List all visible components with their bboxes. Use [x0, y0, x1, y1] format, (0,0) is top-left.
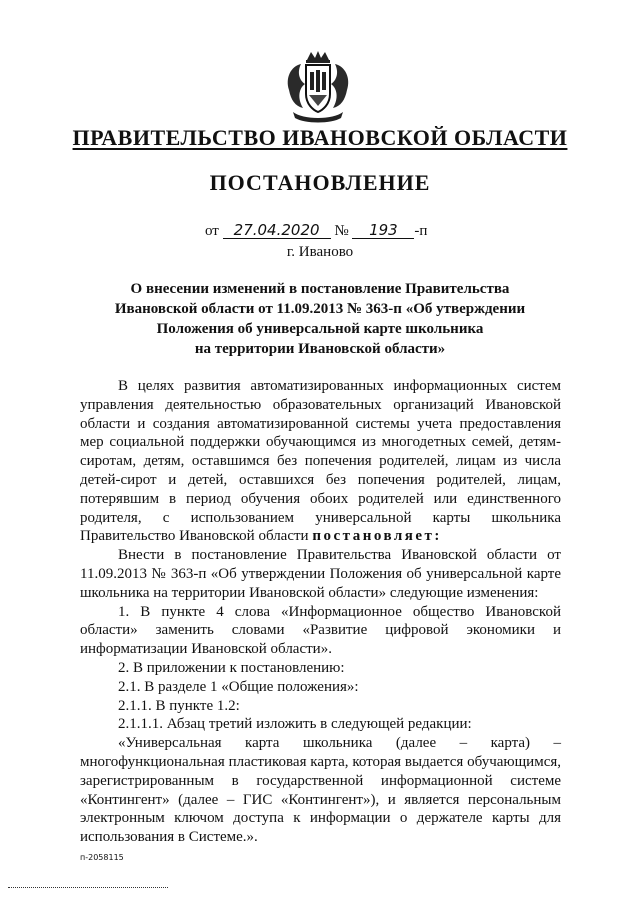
paragraph: 2.1.1.1. Абзац третий изложить в следующей редакции: — [118, 716, 472, 733]
paragraph: Внести в постановление Правительства Ивановской области от 11.09.2013 № 363-п «Об утверждении Положения об универсальной карте школьника на территории Ивановской области» следующие изменения: — [80, 547, 561, 601]
city: г. Иваново — [286, 244, 354, 260]
document-date: 27.04.2020 — [223, 222, 331, 239]
decree-word: постановляет: — [312, 528, 442, 545]
footer-code: п-2058115 — [80, 853, 124, 862]
government-title: ПРАВИТЕЛЬСТВО ИВАНОВСКОЙ ОБЛАСТИ — [72, 125, 568, 150]
paragraph-preamble: В целях развития автоматизированных информационных систем управления деятельностью образовательных организаций Ивановской области и создания автоматизированной системы учета предоставления мер социальной поддержки обучающимся из многодетных семей, детям-сиротам, детям, оставшимся без попечения родителей, лицам из числа детей-сирот и детей, оставшихся без попечения родителей, лицам, потерявшим в период обучения обоих родителей или единственного родителя, с использованием универсальной карты школьника Правительство Ивановской области постановляет: — [80, 378, 561, 545]
number-suffix: -п — [414, 223, 428, 239]
scan-edge-divider — [8, 887, 168, 889]
heading-line: на территории Ивановской области» — [194, 341, 446, 357]
document-heading — [60, 279, 580, 359]
paragraph: 1. В пункте 4 слова «Информационное общество Ивановской области» заменить словами «Развитие цифровой экономики и информатизации Ивановской области». — [80, 603, 561, 658]
document-type: ПОСТАНОВЛЕНИЕ — [209, 170, 431, 195]
heading-line: О внесении изменений в постановление Правительства — [130, 281, 510, 297]
paragraph: 2.1.1. В пункте 1.2: — [118, 697, 240, 714]
number-sign: № — [334, 223, 349, 239]
document-body — [80, 377, 561, 847]
paragraph: «Универсальная карта школьника (далее – карта) – многофункциональная пластиковая карта, которая выдается обучающимся, зарегистрированным в государственной информационной системе «Контингент» (далее – ГИС «Контингент»), и является персональным электронным ключом доступа к информации о держателе карты для использования в Системе.». — [80, 735, 561, 846]
document-number: 193 — [352, 222, 414, 239]
coat-of-arms-icon — [283, 50, 353, 124]
paragraph: 2.1. В разделе 1 «Общие положения»: — [118, 678, 359, 695]
heading-line: Положения об универсальной карте школьника — [156, 321, 484, 337]
date-number-line — [205, 222, 427, 240]
heading-line: Ивановской области от 11.09.2013 № 363-п «Об утверждении — [114, 301, 526, 317]
date-prefix: от — [205, 223, 219, 239]
paragraph: 2. В приложении к постановлению: — [118, 659, 345, 676]
